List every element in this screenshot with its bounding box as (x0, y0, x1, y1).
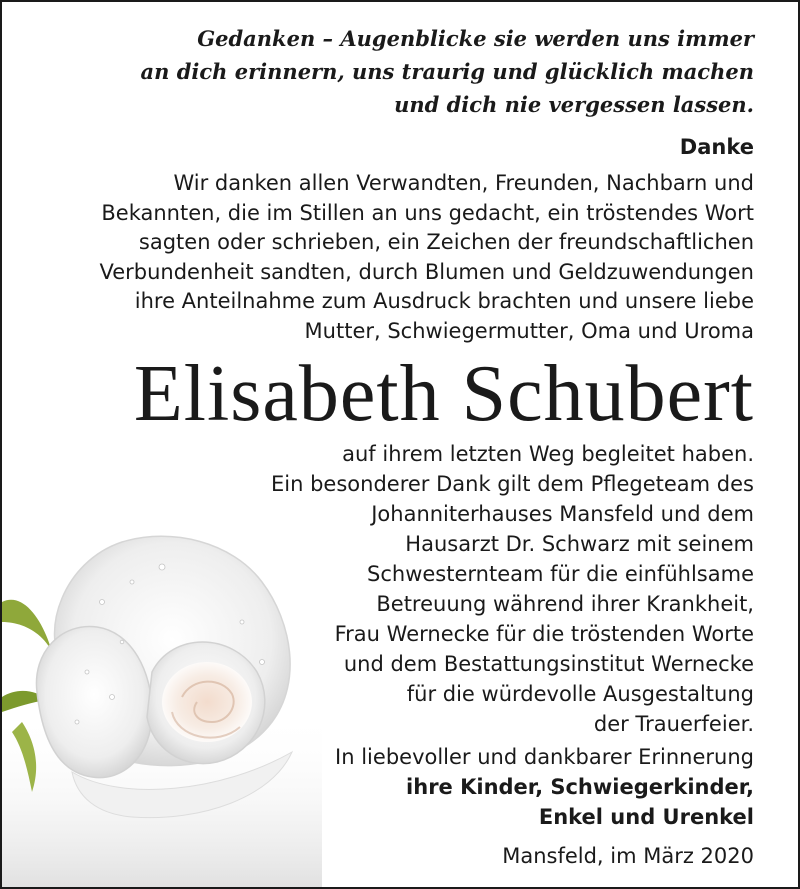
signers-line: Enkel und Urenkel (538, 805, 754, 829)
poem-line: und dich nie vergessen lassen. (394, 92, 754, 117)
memory-block (335, 742, 754, 832)
poem-line: an dich erinnern, uns traurig und glücklich machen (140, 59, 754, 84)
memory-intro: In liebevoller und dankbarer Erinnerung (335, 745, 754, 769)
place-date: Mansfeld, im März 2020 (502, 844, 754, 868)
thanks-line: Wir danken allen Verwandten, Freunden, Nachbarn und (173, 171, 754, 195)
thanks-line: ihre Anteilnahme zum Ausdruck brachten und unsere liebe (134, 289, 754, 313)
acknowledgement-text (271, 439, 754, 739)
signers-line: ihre Kinder, Schwiegerkinder, (406, 775, 754, 799)
acknowledgement-line: für die würdevolle Ausgestaltung (406, 682, 754, 706)
thanks-line: Verbundenheit sandten, durch Blumen und Geldzuwendungen (99, 259, 754, 284)
deceased-name: Elisabeth Schubert (133, 350, 754, 438)
acknowledgement-line: der Trauerfeier. (593, 712, 754, 736)
acknowledgement-line: auf ihrem letzten Weg begleitet haben. (342, 442, 754, 466)
acknowledgement-line: und dem Bestattungsinstitut Wernecke (343, 652, 754, 676)
thanks-text (99, 169, 754, 346)
acknowledgement-line: Johanniterhauses Mansfeld und dem (371, 502, 754, 526)
thanks-line: Mutter, Schwiegermutter, Oma und Uroma (304, 318, 754, 343)
acknowledgement-line: Ein besonderer Dank gilt dem Pflegeteam des (271, 472, 754, 496)
thanks-line: sagten oder schrieben, ein Zeichen der freundschaftlichen (138, 230, 754, 254)
thanks-heading: Danke (679, 135, 754, 159)
acknowledgement-line: Schwesternteam für die einfühlsame (367, 562, 754, 586)
poem (141, 22, 754, 121)
poem-line: Gedanken – Augenblicke sie werden uns immer (197, 26, 754, 51)
thanks-line: Bekannten, die im Stillen an uns gedacht, ein tröstendes Wort (101, 200, 754, 225)
acknowledgement-line: Frau Wernecke für die tröstenden Worte (334, 622, 754, 646)
acknowledgement-line: Hausarzt Dr. Schwarz mit seinem (405, 532, 754, 556)
acknowledgement-line: Betreuung während ihrer Krankheit, (376, 592, 754, 616)
